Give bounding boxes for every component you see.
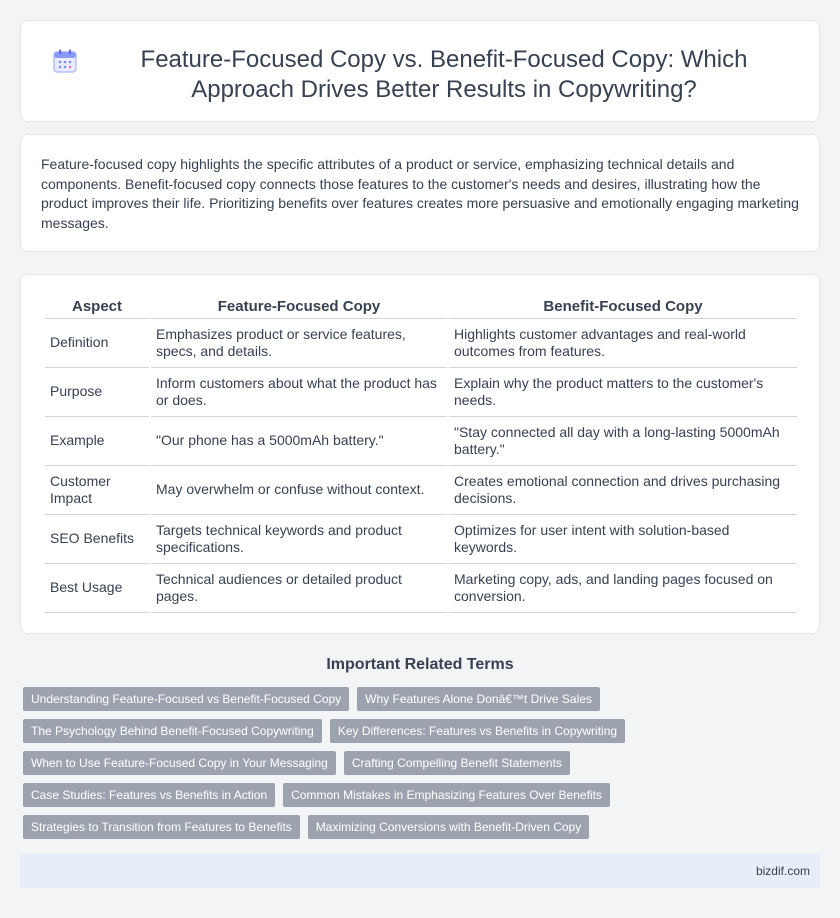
header-aspect: Aspect: [45, 295, 149, 319]
cell-aspect: Definition: [45, 319, 149, 368]
table-row: [45, 564, 797, 613]
cell-feature: Emphasizes product or service features, specs, and details.: [151, 319, 447, 368]
cell-aspect: Example: [45, 417, 149, 466]
related-terms-heading: Important Related Terms: [326, 656, 514, 673]
comparison-card: [20, 274, 820, 634]
header: [21, 21, 819, 105]
header-card: [20, 20, 820, 122]
table-row: [45, 466, 797, 515]
cell-feature: Inform customers about what the product has or does.: [151, 368, 447, 417]
header-feature-focused: Feature-Focused Copy: [151, 295, 447, 319]
tag-row: [23, 687, 823, 711]
cell-feature: Technical audiences or detailed product pages.: [151, 564, 447, 613]
tag-row: [23, 783, 823, 807]
cell-benefit: "Stay connected all day with a long-lasting 5000mAh battery.": [449, 417, 797, 466]
footer: [20, 854, 820, 888]
page-title: Feature-Focused Copy vs. Benefit-Focused Copy: Which Approach Drives Better Results in Copywriting?: [140, 46, 748, 103]
related-term-link[interactable]: Key Differences: Features vs Benefits in Copywriting: [330, 719, 625, 743]
tag-row: [23, 719, 823, 743]
cell-feature: May overwhelm or confuse without context.: [151, 466, 447, 515]
cell-benefit: Explain why the product matters to the customer's needs.: [449, 368, 797, 417]
related-term-link[interactable]: Maximizing Conversions with Benefit-Driven Copy: [308, 815, 589, 839]
table-row: [45, 368, 797, 417]
related-term-link[interactable]: Case Studies: Features vs Benefits in Action: [23, 783, 275, 807]
intro-paragraph: Feature-focused copy highlights the specific attributes of a product or service, emphasizing technical details and components. Benefit-focused copy connects those features to the customer's needs and desires, illustrating how the product improves their life. Prioritizing benefits over features creates more persuasive and emotionally engaging marketing messages.: [41, 156, 799, 231]
cell-aspect: SEO Benefits: [45, 515, 149, 564]
tag-row: [23, 815, 823, 839]
footer-site-name: bizdif.com: [755, 864, 810, 878]
calendar-icon: [51, 47, 79, 75]
cell-aspect: Customer Impact: [45, 466, 149, 515]
table-header-row: [45, 295, 797, 319]
related-terms-list: [23, 687, 823, 847]
table-row: [45, 319, 797, 368]
tag-row: [23, 751, 823, 775]
cell-benefit: Optimizes for user intent with solution-based keywords.: [449, 515, 797, 564]
cell-feature: Targets technical keywords and product specifications.: [151, 515, 447, 564]
related-term-link[interactable]: Understanding Feature-Focused vs Benefit-Focused Copy: [23, 687, 349, 711]
related-term-link[interactable]: Common Mistakes in Emphasizing Features Over Benefits: [283, 783, 610, 807]
header-benefit-focused: Benefit-Focused Copy: [449, 295, 797, 319]
related-term-link[interactable]: The Psychology Behind Benefit-Focused Copywriting: [23, 719, 322, 743]
table-row: [45, 417, 797, 466]
related-term-link[interactable]: When to Use Feature-Focused Copy in Your Messaging: [23, 751, 336, 775]
cell-benefit: Marketing copy, ads, and landing pages focused on conversion.: [449, 564, 797, 613]
table-row: [45, 515, 797, 564]
cell-aspect: Best Usage: [45, 564, 149, 613]
cell-benefit: Highlights customer advantages and real-world outcomes from features.: [449, 319, 797, 368]
intro-card: [20, 134, 820, 252]
cell-aspect: Purpose: [45, 368, 149, 417]
related-term-link[interactable]: Why Features Alone Donâ€™t Drive Sales: [357, 687, 600, 711]
related-term-link[interactable]: Crafting Compelling Benefit Statements: [344, 751, 570, 775]
cell-benefit: Creates emotional connection and drives purchasing decisions.: [449, 466, 797, 515]
comparison-table: [43, 295, 799, 613]
related-term-link[interactable]: Strategies to Transition from Features to Benefits: [23, 815, 300, 839]
cell-feature: "Our phone has a 5000mAh battery.": [151, 417, 447, 466]
